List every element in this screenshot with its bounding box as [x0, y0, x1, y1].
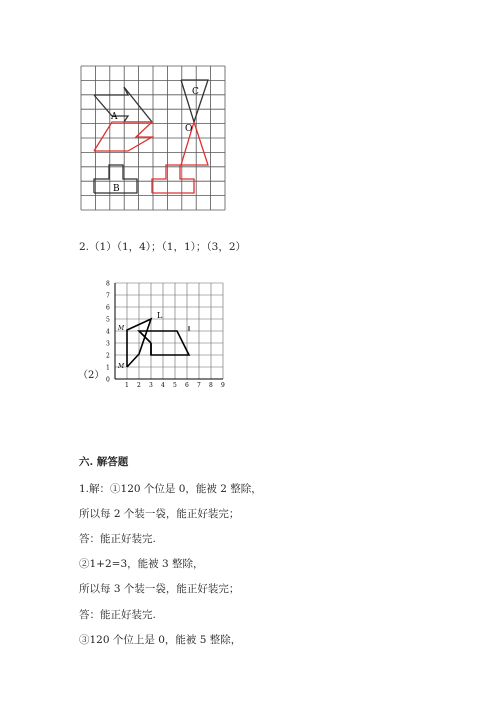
label-l: L: [157, 311, 163, 320]
x-tick-label: 4: [161, 382, 165, 389]
coordinate-grid-figure-2: [100, 280, 240, 392]
x-tick-label: 5: [173, 382, 177, 389]
x-tick-label: 8: [209, 382, 213, 389]
y-tick-label: 8: [106, 280, 110, 288]
x-tick-label: 6: [185, 382, 189, 389]
y-tick-label: 1: [106, 364, 110, 372]
label-m-lower: M: [118, 363, 125, 370]
label-a: A: [111, 112, 118, 122]
x-axis-ticks: [125, 382, 225, 389]
y-tick-label: 7: [106, 292, 110, 300]
y-tick-label: 0: [106, 376, 110, 384]
x-tick-label: 7: [197, 382, 201, 389]
grid-figure-1: [80, 65, 226, 211]
x-tick-label: 1: [125, 382, 129, 389]
label-o: O: [185, 124, 193, 134]
answer-2-part-2-label: （2）: [78, 370, 105, 381]
x-tick-label: 3: [149, 382, 153, 389]
solution-line: 1.解：①120 个位是 0，能被 2 整除，: [79, 483, 262, 495]
section-6-heading: 六. 解答题: [79, 456, 129, 468]
y-tick-label: 2: [106, 352, 110, 360]
solution-line: 答：能正好装完.: [79, 609, 156, 621]
answer-2-line: 2.（1）（1，4）；（1，1）；（3，2）: [79, 241, 247, 253]
shape-a-black: [94, 87, 152, 122]
x-tick-label: 9: [221, 382, 225, 389]
x-tick-label: 2: [137, 382, 141, 389]
solution-line: 所以每 2 个装一袋，能正好装完；: [79, 508, 240, 520]
y-tick-label: 6: [106, 304, 110, 312]
y-tick-label: 3: [106, 340, 110, 348]
solution-line: ②1+2=3，能被 3 整除，: [79, 558, 204, 570]
label-b: B: [113, 184, 120, 194]
label-c: C: [192, 87, 199, 97]
solution-line: 答：能正好装完.: [79, 533, 156, 545]
y-tick-label: 4: [106, 328, 110, 336]
shape-a-red: [94, 122, 152, 151]
shape-b-red: [152, 165, 194, 193]
y-axis-ticks: [106, 281, 110, 384]
label-m-upper: M: [118, 325, 125, 332]
solution-line: 所以每 3 个装一袋，能正好装完；: [79, 583, 240, 595]
y-tick-label: 5: [106, 316, 110, 324]
solution-line: ③120 个位上是 0，能被 5 整除，: [79, 634, 242, 646]
